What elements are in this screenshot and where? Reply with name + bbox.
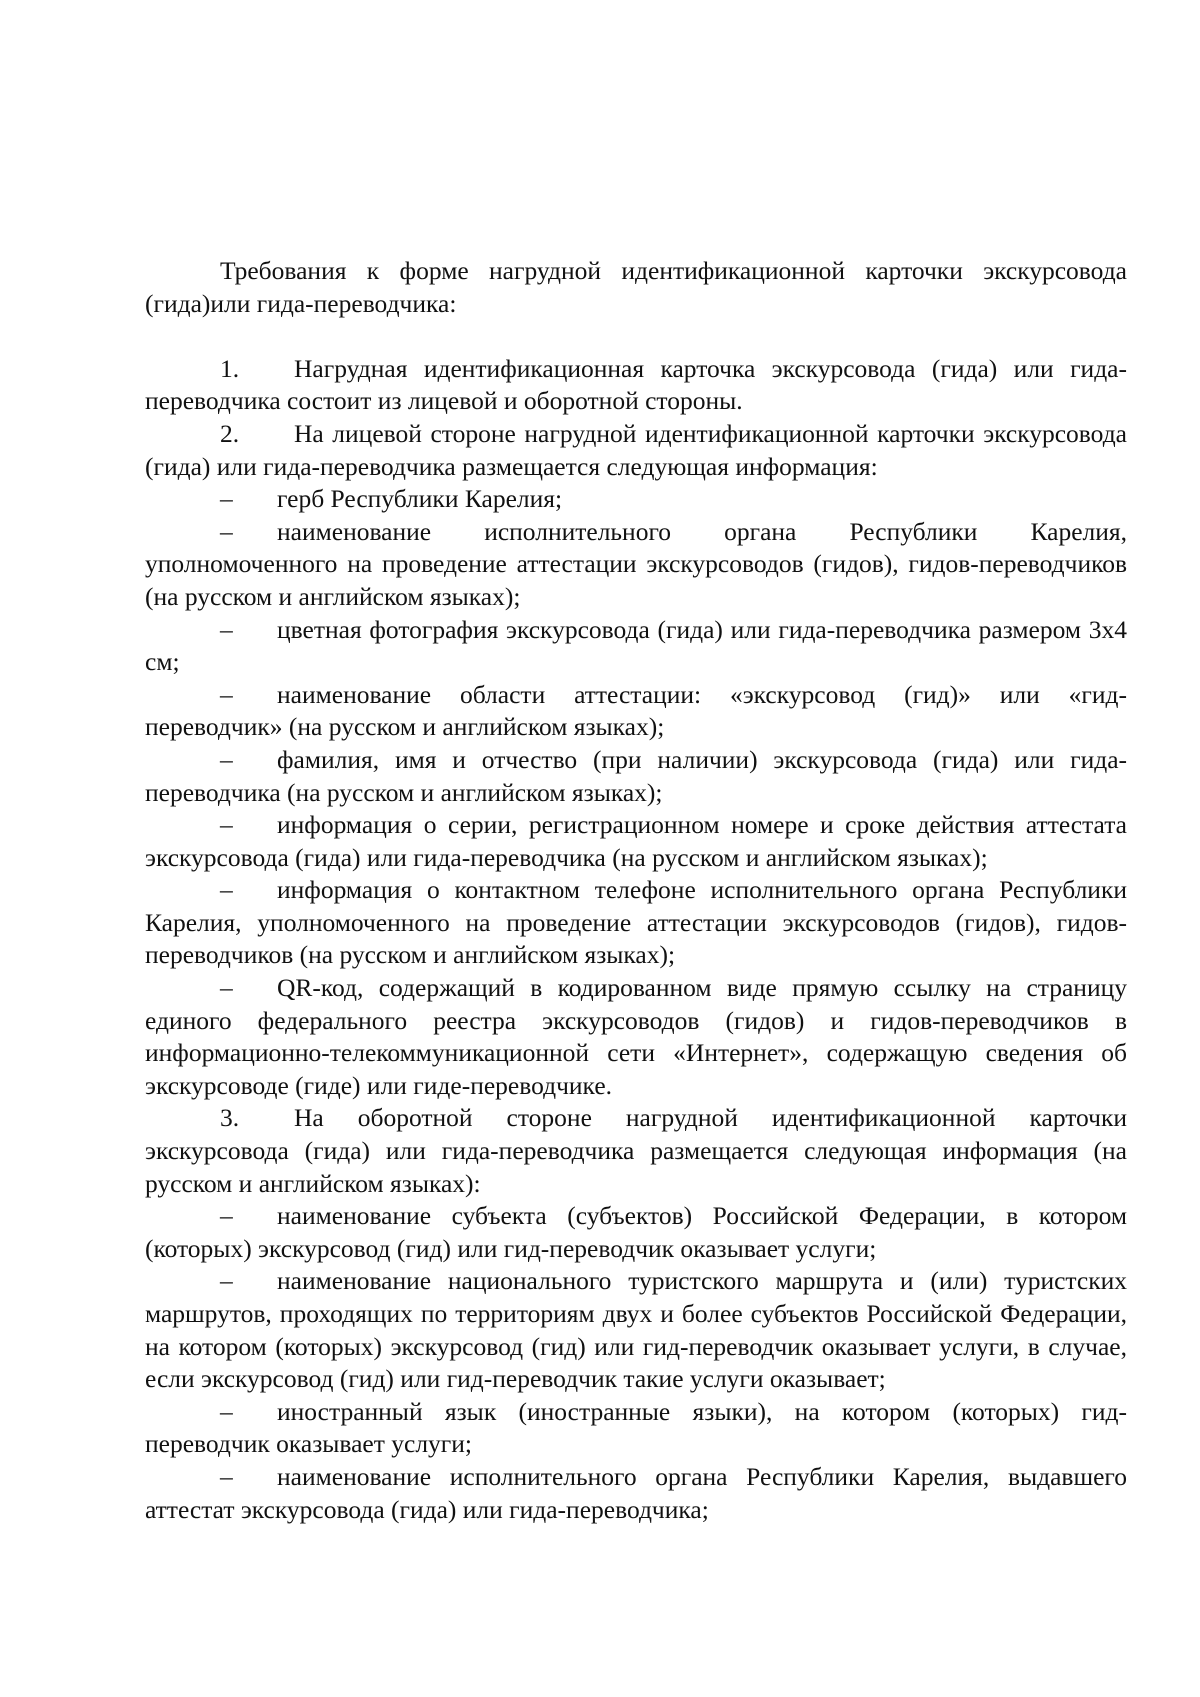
sub-item-text: информация о серии, регистрационном номере и сроке действия аттестата экскурсовода (гида) или гида-переводчика (на русском и английском языках); (145, 810, 1127, 872)
sub-item-text: фамилия, имя и отчество (при наличии) экскурсовода (гида) или гида-переводчика (на русском и английском языках); (145, 744, 1127, 807)
dash-marker: – (220, 484, 233, 514)
sub-item (145, 1396, 1127, 1461)
dash-marker: – (220, 679, 233, 709)
dash-marker: – (220, 516, 233, 546)
dash-marker: – (220, 1266, 233, 1296)
sub-item (145, 1200, 1127, 1265)
item-number: 2. (220, 418, 240, 448)
item-number: 1. (220, 353, 240, 383)
item-text: Нагрудная идентификационная карточка экскурсовода (гида) или гида-переводчика состоит из лицевой и оборотной стороны. (145, 353, 1127, 416)
sub-item (145, 483, 1127, 516)
sub-item (145, 1461, 1127, 1526)
list-item-3 (145, 1102, 1127, 1200)
dash-marker: – (220, 1461, 233, 1491)
dash-marker: – (220, 810, 233, 840)
sub-item (145, 972, 1127, 1102)
document-heading: Требования к форме нагрудной идентификационной карточки экскурсовода (гида)или гида-переводчика: (145, 256, 1127, 318)
sub-item (145, 744, 1127, 809)
sub-item-text: цветная фотография экскурсовода (гида) или гида-переводчика размером 3х4 см; (145, 614, 1127, 677)
dash-marker: – (220, 973, 233, 1003)
dash-marker: – (220, 1201, 233, 1231)
sub-item-text: наименование субъекта (субъектов) Российской Федерации, в котором (которых) экскурсовод (гид) или гид-переводчик оказывает услуги; (145, 1201, 1127, 1263)
sub-item-text: информация о контактном телефоне исполнительного органа Республики Карелия, уполномоченного на проведение аттестации экскурсоводов (гидов), гидов-переводчиков (на русском и английском языках); (145, 875, 1127, 970)
sub-item-text: наименование области аттестации: «экскурсовод (гид)» или «гид-переводчик» (на русском и английском языках); (145, 679, 1127, 742)
dash-marker: – (220, 744, 233, 774)
sub-item (145, 809, 1127, 874)
sub-item-text: иностранный язык (иностранные языки), на котором (которых) гид-переводчик оказывает услуги; (145, 1396, 1127, 1459)
sub-item-text: наименование национального туристского маршрута и (или) туристских маршрутов, проходящих по территориям двух и более субъектов Российской Федерации, на котором (которых) экскурсовод (гид) или гид-переводчик оказывает услуги, в случае, если экскурсовод (гид) или гид-переводчик такие услуги оказывает; (145, 1266, 1127, 1394)
sub-item (145, 614, 1127, 679)
dash-marker: – (220, 875, 233, 905)
sub-item-text: QR-код, содержащий в кодированном виде прямую ссылку на страницу единого федерального реестра экскурсоводов (гидов) и гидов-переводчиков в информационно-телекоммуникационной сети «Интернет», содержащую сведения об экскурсоводе (гиде) или гиде-переводчике. (145, 973, 1127, 1100)
document-page (145, 255, 1127, 1526)
list-item-2 (145, 418, 1127, 483)
item-number: 3. (220, 1103, 240, 1133)
sub-item-text: наименование исполнительного органа Республики Карелия, выдавшего аттестат экскурсовода (гида) или гида-переводчика; (145, 1461, 1127, 1524)
item-text: На оборотной стороне нагрудной идентификационной карточки экскурсовода (гида) или гида-переводчика размещается следующая информация (на русском и английском языках): (145, 1103, 1127, 1198)
sub-item-text: герб Республики Карелия; (277, 484, 563, 514)
sub-item (145, 679, 1127, 744)
sub-item-text: наименование исполнительного органа Республики Карелия, уполномоченного на проведение аттестации экскурсоводов (гидов), гидов-переводчиков (на русском и английском языках); (145, 516, 1127, 611)
sub-item (145, 516, 1127, 614)
sub-item (145, 874, 1127, 972)
dash-marker: – (220, 1396, 233, 1426)
list-item-1 (145, 353, 1127, 418)
dash-marker: – (220, 614, 233, 644)
item-text: На лицевой стороне нагрудной идентификационной карточки экскурсовода (гида) или гида-переводчика размещается следующая информация: (145, 418, 1127, 481)
sub-item (145, 1265, 1127, 1395)
